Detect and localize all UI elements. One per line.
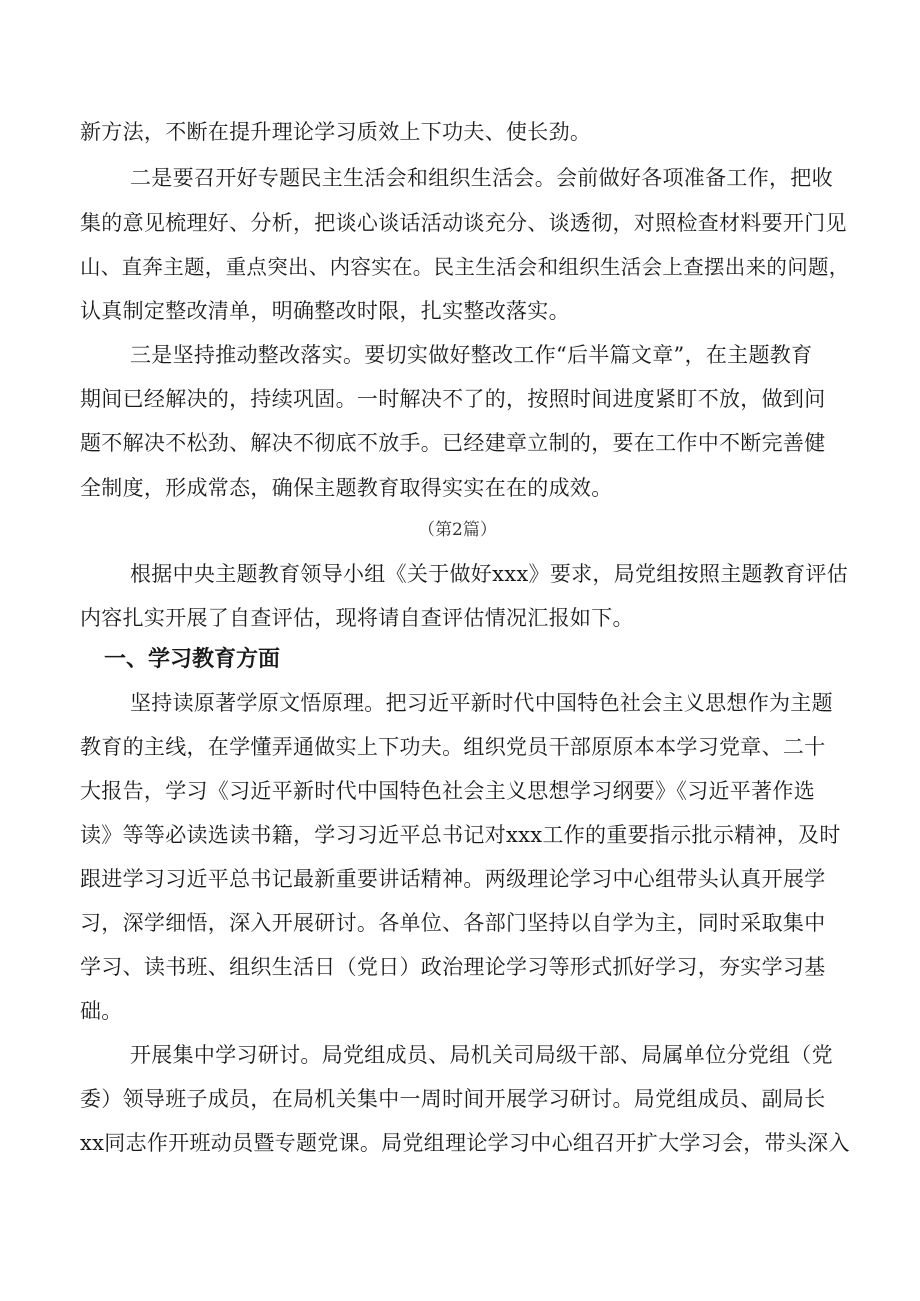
intro-paragraph-line-2: 内容扎实开展了自查评估，现将请自查评估情况汇报如下。 — [80, 606, 634, 630]
paragraph-three-line-3: 题不解决不松劲、解决不彻底不放手。已经建章立制的，要在工作中不断完善健 — [80, 431, 826, 455]
paragraph-two-line-1: 二是要召开好专题民主生活会和组织生活会。会前做好各项准备工作，把收 — [130, 166, 833, 190]
paragraph-three-line-4: 全制度，形成常态，确保主题教育取得实实在在的成效。 — [80, 476, 613, 500]
study-paragraph-line-7: 学习、读书班、组织生活日（党日）政治理论学习等形式抓好学习，夯实学习基 — [80, 955, 826, 979]
seminar-paragraph-line-2: 委）领导班子成员，在局机关集中一周时间开展学习研讨。局党组成员、副局长 — [80, 1087, 826, 1111]
paragraph-two-line-2: 集的意见梳理好、分析，把谈心谈话活动谈充分、谈透彻，对照检查材料要开门见 — [80, 211, 847, 235]
study-paragraph-line-3: 大报告，学习《习近平新时代中国特色社会主义思想学习纲要》《习近平著作选 — [80, 779, 815, 803]
study-paragraph-line-8: 础。 — [80, 999, 123, 1023]
paragraph-two-line-3: 山、直奔主题，重点突出、内容实在。民主生活会和组织生活会上查摆出来的问题， — [80, 255, 850, 279]
paragraph-three-line-1: 三是坚持推动整改落实。要切实做好整改工作“后半篇文章”，在主题教育 — [130, 343, 813, 367]
seminar-paragraph-line-1: 开展集中学习研讨。局党组成员、局机关司局级干部、局属单位分党组（党 — [130, 1043, 833, 1067]
paragraph-three-line-2: 期间已经解决的，持续巩固。一时解决不了的，按照时间进度紧盯不放，做到问 — [80, 387, 826, 411]
seminar-paragraph-line-3: xx同志作开班动员暨专题党课。局党组理论学习中心组召开扩大学习会，带头深入 — [80, 1131, 850, 1155]
top-paragraph-line-1: 新方法，不断在提升理论学习质效上下功夫、使长劲。 — [80, 120, 592, 144]
intro-paragraph-line-1: 根据中央主题教育领导小组《关于做好xxx》要求，局党组按照主题教育评估 — [130, 562, 849, 586]
paragraph-two-line-4: 认真制定整改清单，明确整改时限，扎实整改落实。 — [80, 299, 570, 323]
study-paragraph-line-5: 跟进学习习近平总书记最新重要讲话精神。两级理论学习中心组带头认真开展学 — [80, 867, 826, 891]
section-heading: 一、学习教育方面 — [104, 647, 281, 672]
study-paragraph-line-2: 教育的主线，在学懂弄通做实上下功夫。组织党员干部原原本本学习党章、二十 — [80, 735, 826, 759]
study-paragraph-line-4: 读》等等必读选读书籍，学习习近平总书记对xxx工作的重要指示批示精神，及时 — [80, 823, 841, 847]
study-paragraph-line-6: 习，深学细悟，深入开展研讨。各单位、各部门坚持以自学为主，同时采取集中 — [80, 911, 826, 935]
section-marker: （第2篇） — [418, 520, 497, 540]
study-paragraph-line-1: 坚持读原著学原文悟原理。把习近平新时代中国特色社会主义思想作为主题 — [130, 691, 833, 715]
